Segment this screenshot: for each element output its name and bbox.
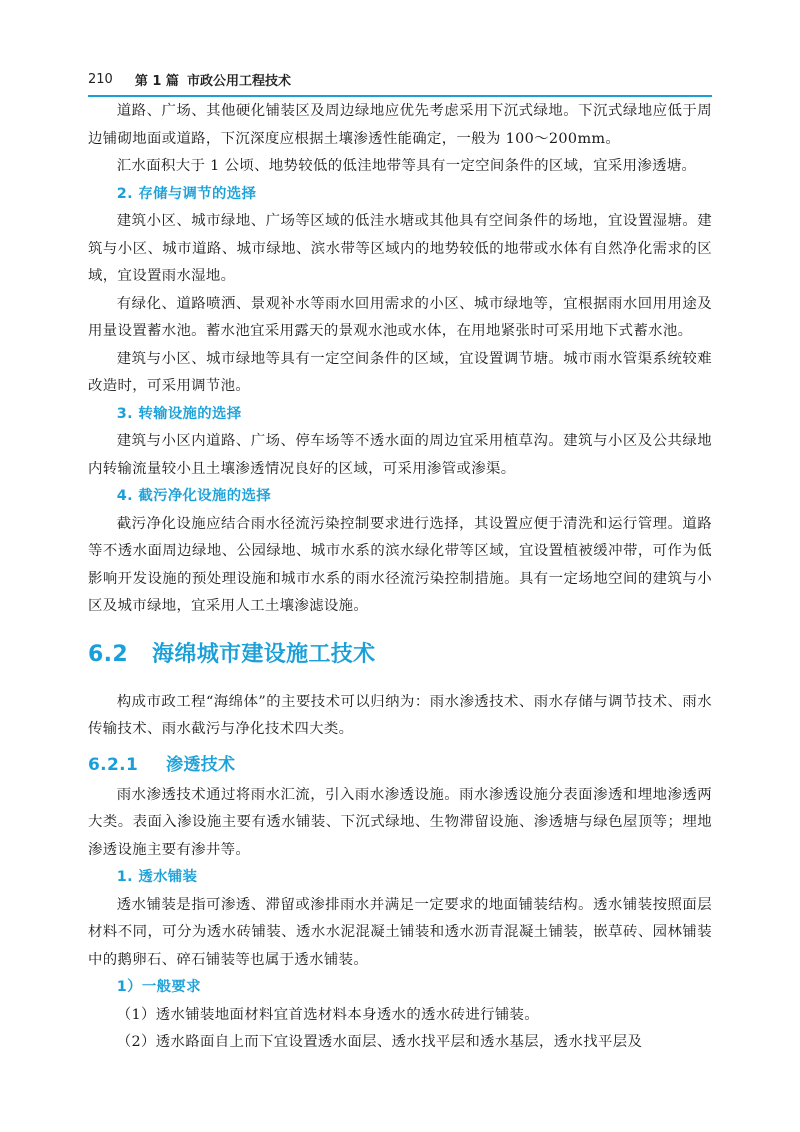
paragraph: 汇水面积大于 1 公顷、地势较低的低洼地带等具有一定空间条件的区域，宜采用渗透塘。: [116, 158, 697, 174]
part-title: 市政公用工程技术: [186, 73, 291, 89]
paragraph: 道路、广场、其他硬化铺装区及周边绿地应优先考虑采用下沉式绿地。下沉式绿地应低于周边铺砌地面或道路，下沉深度应根据土壤渗透性能确定，一般为 100～200mm。: [88, 103, 712, 147]
subsection-number: 6.2.1: [88, 754, 139, 775]
page-content: [88, 98, 712, 1057]
paragraph: 有绿化、道路喷洒、景观补水等雨水回用需求的小区、城市绿地等，宜根据雨水回用用途及用量设置蓄水池。蓄水池宜采用露天的景观水池或水体，在用地紧张时可采用地下式蓄水池。: [88, 295, 712, 339]
heading-transfer: 3. 转输设施的选择: [116, 405, 242, 422]
paragraph: 截污净化设施应结合雨水径流污染控制要求进行选择，其设置应便于清洗和运行管理。道路等不透水面周边绿地、公园绿地、城市水系的滨水绿化带等区域，宜设置植被缓冲带，可作为低影响开发设施的预处理设施和城市水系的雨水径流污染控制措施。具有一定场地空间的建筑与小区及城市绿地，宜采用人工土壤渗滤设施。: [88, 515, 712, 614]
list-item: （1）透水铺装地面材料宜首选材料本身透水的透水砖进行铺装。: [116, 1006, 540, 1023]
heading-general: 1）一般要求: [116, 979, 201, 995]
part-label: 第 1 篇: [134, 73, 179, 89]
subsection-heading: [88, 750, 712, 780]
page-number: 210: [88, 71, 113, 87]
paragraph: 构成市政工程“海绵体”的主要技术可以归纳为：雨水渗透技术、雨水存储与调节技术、雨水传输技术、雨水截污与净化技术四大类。: [88, 693, 712, 737]
running-header: [88, 68, 712, 90]
paragraph: 建筑小区、城市绿地、广场等区域的低洼水塘或其他具有空间条件的场地，宜设置湿塘。建筑与小区、城市道路、城市绿地、滨水带等区域内的地势较低的地带或水体有自然净化需求的区域，宜设置雨水湿地。: [88, 213, 712, 284]
header-rule: [88, 95, 712, 97]
section-number: 6.2: [88, 641, 129, 667]
paragraph: 雨水渗透技术通过将雨水汇流，引入雨水渗透设施。雨水渗透设施分表面渗透和埋地渗透两大类。表面入渗设施主要有透水铺装、下沉式绿地、生物滞留设施、渗透塘与绿色屋顶等；埋地渗透设施主要有渗井等。: [88, 786, 712, 858]
paragraph: 建筑与小区内道路、广场、停车场等不透水面的周边宜采用植草沟。建筑与小区及公共绿地内转输流量较小且土壤渗透情况良好的区域，可采用渗管或渗渠。: [88, 433, 712, 477]
paragraph: 透水铺装是指可渗透、滞留或渗排雨水并满足一定要求的地面铺装结构。透水铺装按照面层材料不同，可分为透水砖铺装、透水水泥混凝土铺装和透水沥青混凝土铺装，嵌草砖、园林铺装中的鹅卵石、碎石铺装等也属于透水铺装。: [88, 896, 712, 968]
heading-paving: 1. 透水铺装: [116, 869, 198, 885]
heading-intercept: 4. 截污净化设施的选择: [116, 488, 272, 504]
heading-storage: 2. 存储与调节的选择: [116, 185, 257, 202]
paragraph: 建筑与小区、城市绿地等具有一定空间条件的区域，宜设置调节塘。城市雨水管渠系统较难改造时，可采用调节池。: [88, 350, 712, 394]
subsection-title: 渗透技术: [166, 754, 236, 775]
section-heading: [88, 635, 712, 675]
list-item: （2）透水路面自上而下宜设置透水面层、透水找平层和透水基层，透水找平层及: [116, 1034, 643, 1050]
section-title: 海绵城市建设施工技术: [152, 641, 376, 667]
